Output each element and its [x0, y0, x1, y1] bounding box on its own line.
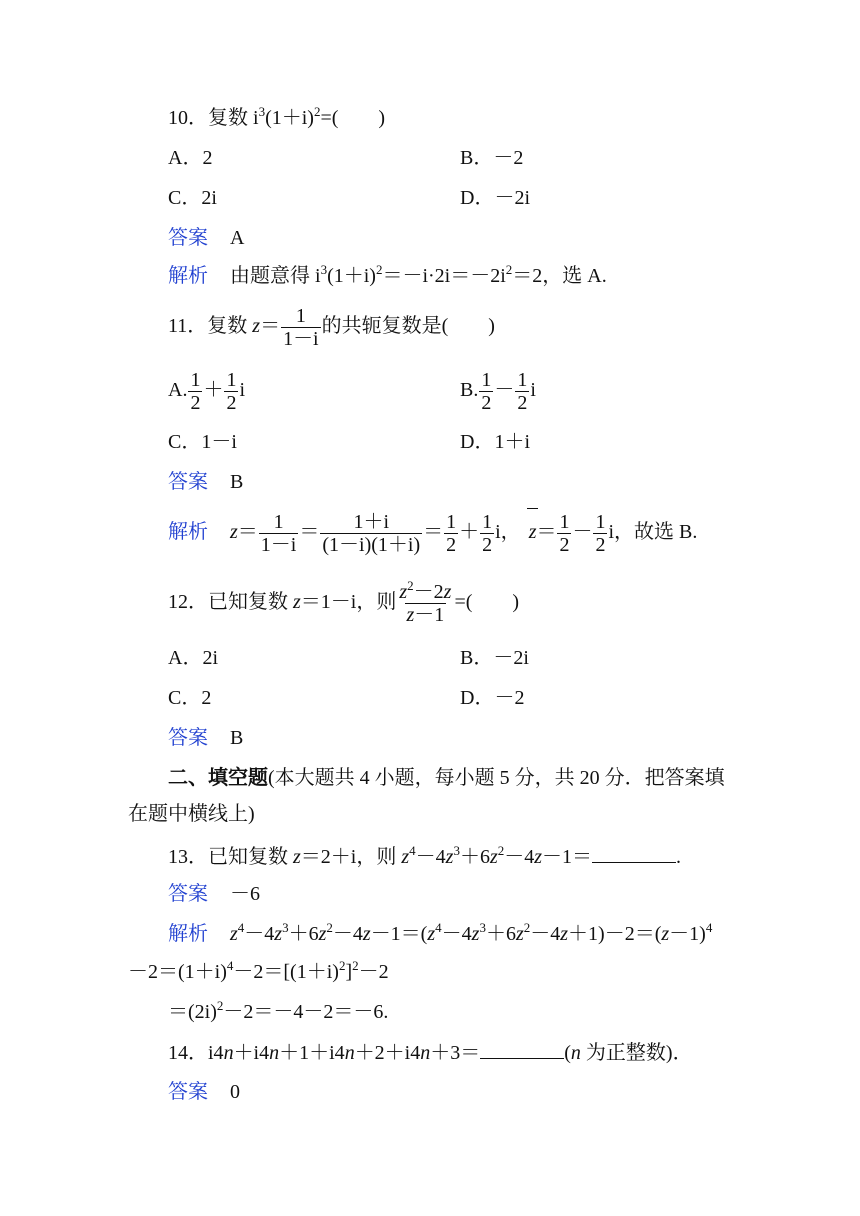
- q13-answer: 答案 －6: [168, 883, 260, 905]
- answer-blank: [480, 1040, 564, 1059]
- analysis-label: 解析: [168, 265, 208, 287]
- q11-analysis: 解析 z＝ $\frac{1}{1-i}$ ＝ $\frac{1+i}{(1-i)(1+i)}$ ＝ $\frac{1}{2}$ ＋ $\frac{1}{2}$ i， z＝ $\frac{1}{2}$ － $\frac{1}{2}$ i，故选 B.: [168, 510, 698, 556]
- q10-option-d: D．－2i: [460, 187, 530, 209]
- q12-option-a: A．2i: [168, 647, 218, 669]
- q10-option-a: A．2: [168, 147, 213, 169]
- q12-stem: 12．已知复数 z＝1－i，则 $\frac{z^2-2z}{z-1}$ =( ): [168, 577, 520, 626]
- section-title: 二、填空题: [168, 767, 268, 789]
- q10-stem: 10．复数 $i^3(1+i)^2=$( ): [168, 104, 386, 129]
- q13-stem: 13．已知复数 z＝2＋i，则 $z^4-4z^3+6z^2-4z-1=$ .: [168, 843, 682, 868]
- section-heading: 二、填空题(本大题共 4 小题，每小题 5 分，共 20 分．把答案填: [168, 767, 725, 789]
- q12-option-c: C．2: [168, 687, 212, 709]
- q11-option-c: C．1－i: [168, 431, 237, 453]
- q11-option-b: B. $\frac{1}{2}$ － $\frac{1}{2}$ i: [460, 368, 536, 414]
- q10-analysis: 解析 由题意得 $i^3(1+i)^2=-i\cdot 2i=-2i^2=2$，选 A.: [168, 262, 607, 287]
- q12-answer: 答案 B: [168, 727, 244, 749]
- fraction: $\frac{1}{1-i}$: [283, 304, 319, 350]
- q12-option-b: B．－2i: [460, 647, 529, 669]
- q10-option-c: C．2i: [168, 187, 217, 209]
- q14-answer: 答案 0: [168, 1081, 240, 1103]
- q13-analysis: 解析 $z^4-4z^3+6z^2-4z-1=(z^4-4z^3+6z^2-4z+1)-2=(z-1)^4$: [168, 920, 713, 945]
- q13-analysis-line3: $=(2i)^2-2=-4-2=-6$.: [168, 998, 389, 1023]
- answer-label: 答案: [168, 227, 208, 249]
- section-desc: 在题中横线上): [128, 803, 255, 825]
- q11-stem: 11．复数 z＝ $\frac{1}{1-i}$ 的共轭复数是( ): [168, 304, 495, 350]
- q11-option-a: A. $\frac{1}{2}$ ＋ $\frac{1}{2}$ i: [168, 368, 246, 414]
- q11-option-d: D．1＋i: [460, 431, 530, 453]
- q10-option-b: B．－2: [460, 147, 524, 169]
- q14-stem: 14．i4n＋i4n＋1＋i4n＋2＋i4n＋3＝ (n 为正整数)．: [168, 1042, 693, 1064]
- q11-answer: 答案 B: [168, 471, 244, 493]
- answer-blank: [592, 844, 676, 863]
- q10-answer: 答案 A: [168, 227, 245, 249]
- q13-analysis-line2: $-2=(1+i)^4-2=[(1+i)^2]^2-2$: [128, 958, 389, 983]
- q12-option-d: D．－2: [460, 687, 525, 709]
